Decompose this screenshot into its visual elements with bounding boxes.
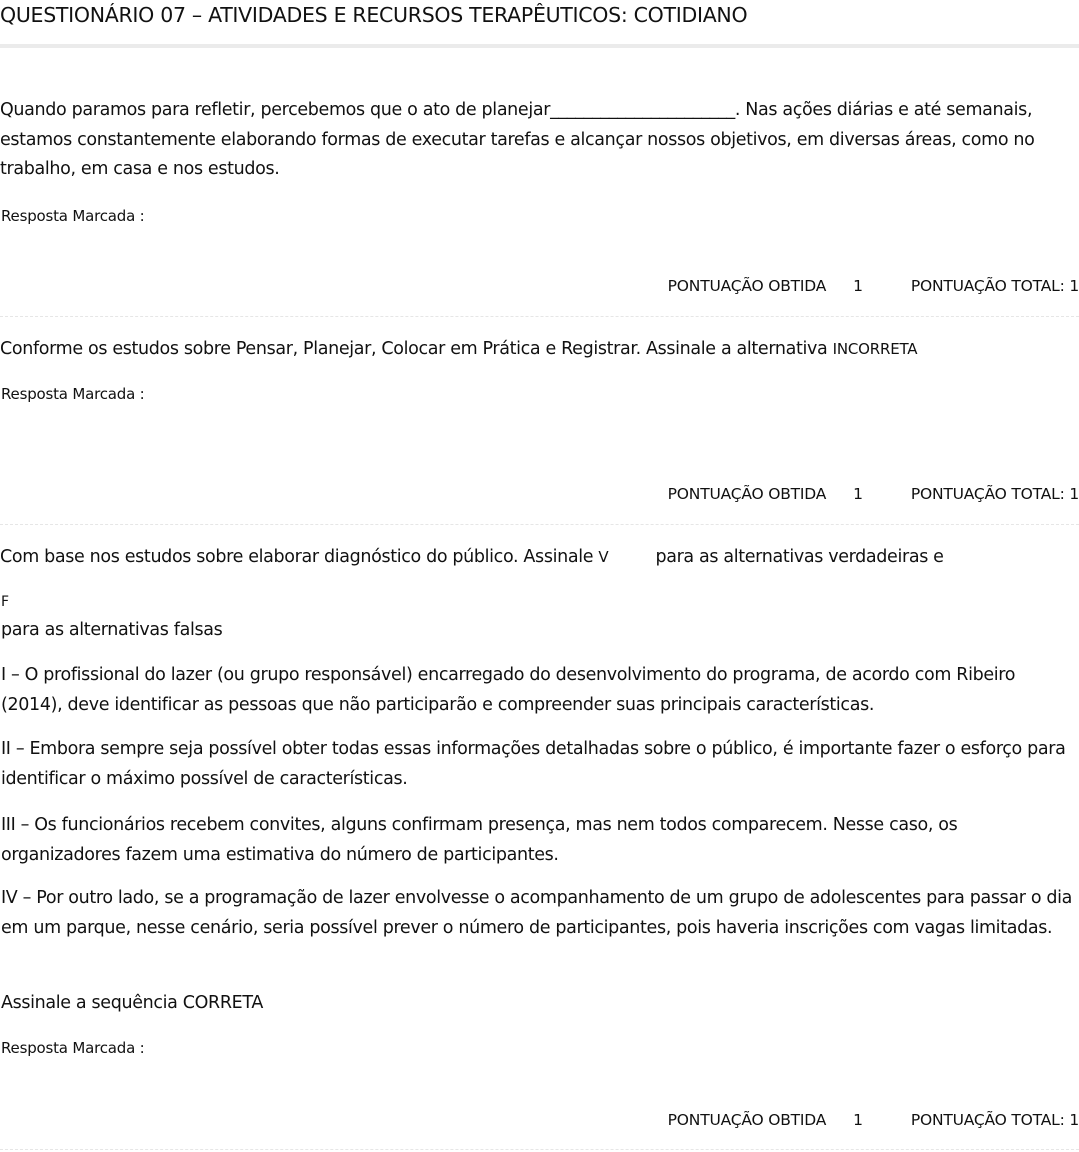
score-obtained-value: 1 [853,277,863,295]
question-divider [0,1149,1079,1150]
statement-3: III – Os funcionários recebem convites, alguns confirmam presença, mas nem todos comparecem. Nesse caso, os organizadores fazem uma estimativa do número de participantes. [1,815,958,865]
question-2-answer-label: Resposta Marcada : [1,385,145,403]
closing-emphasis: CORRETA [182,993,263,1013]
question-1-score [668,277,1079,295]
title-divider [0,44,1079,48]
score-obtained-value: 1 [853,485,863,503]
question-3-intro [0,543,1079,573]
question-3-intro-cont: para as alternativas verdadeiras e [655,547,944,567]
score-obtained-value: 1 [853,1111,863,1129]
score-obtained-label: PONTUAÇÃO OBTIDA [667,277,827,295]
question-1-text: Quando paramos para refletir, percebemos que o ato de planejar______________________. Nas ações diárias e até semanais, estamos constantemente elaborando formas de executar tarefas e alcançar nossos objetivos, em diversas áreas, como no trabalho, em casa e nos estudos. [0,100,1035,179]
statement-2: II – Embora sempre seja possível obter todas essas informações detalhadas sobre o público, é importante fazer o esforço para identificar o máximo possível de características. [1,739,1066,789]
question-3 [0,543,1079,573]
score-obtained-label: PONTUAÇÃO OBTIDA [667,1111,827,1129]
question-3-score [668,1111,1079,1129]
question-3-closing [1,989,263,1019]
question-2-score [668,485,1079,503]
score-total: PONTUAÇÃO TOTAL: 1 [910,485,1079,503]
score-total: PONTUAÇÃO TOTAL: 1 [910,1111,1079,1129]
question-3-v-mark: V [598,548,609,566]
question-3-intro-end: para as alternativas falsas [1,620,223,640]
score-total: PONTUAÇÃO TOTAL: 1 [910,277,1079,295]
question-2-text [0,335,1079,365]
question-3-answer-label: Resposta Marcada : [1,1039,145,1057]
question-1-answer-label: Resposta Marcada : [1,207,145,225]
question-divider [0,316,1079,317]
closing-text: Assinale a sequência [1,993,178,1013]
question-3-intro-start: Com base nos estudos sobre elaborar diagnóstico do público. Assinale [0,547,594,567]
page-title: QUESTIONÁRIO 07 – ATIVIDADES E RECURSOS TERAPÊUTICOS: COTIDIANO [0,3,748,27]
question-divider [0,524,1079,525]
question-2-emphasis: INCORRETA [832,340,918,358]
question-3-f-mark: F [1,594,10,610]
question-2-statement: Conforme os estudos sobre Pensar, Planejar, Colocar em Prática e Registrar. Assinale a alternativa [0,339,828,359]
score-obtained-label: PONTUAÇÃO OBTIDA [667,485,827,503]
question-1 [0,96,1079,185]
statement-4: IV – Por outro lado, se a programação de lazer envolvesse o acompanhamento de um grupo de adolescentes para passar o dia em um parque, nesse cenário, seria possível prever o número de participantes, pois haveria inscrições com vagas limitadas. [1,888,1073,938]
question-2 [0,335,1079,365]
statement-1: I – O profissional do lazer (ou grupo responsável) encarregado do desenvolvimento do programa, de acordo com Ribeiro (2014), deve identificar as pessoas que não participarão e compreender suas principais características. [1,665,1016,715]
